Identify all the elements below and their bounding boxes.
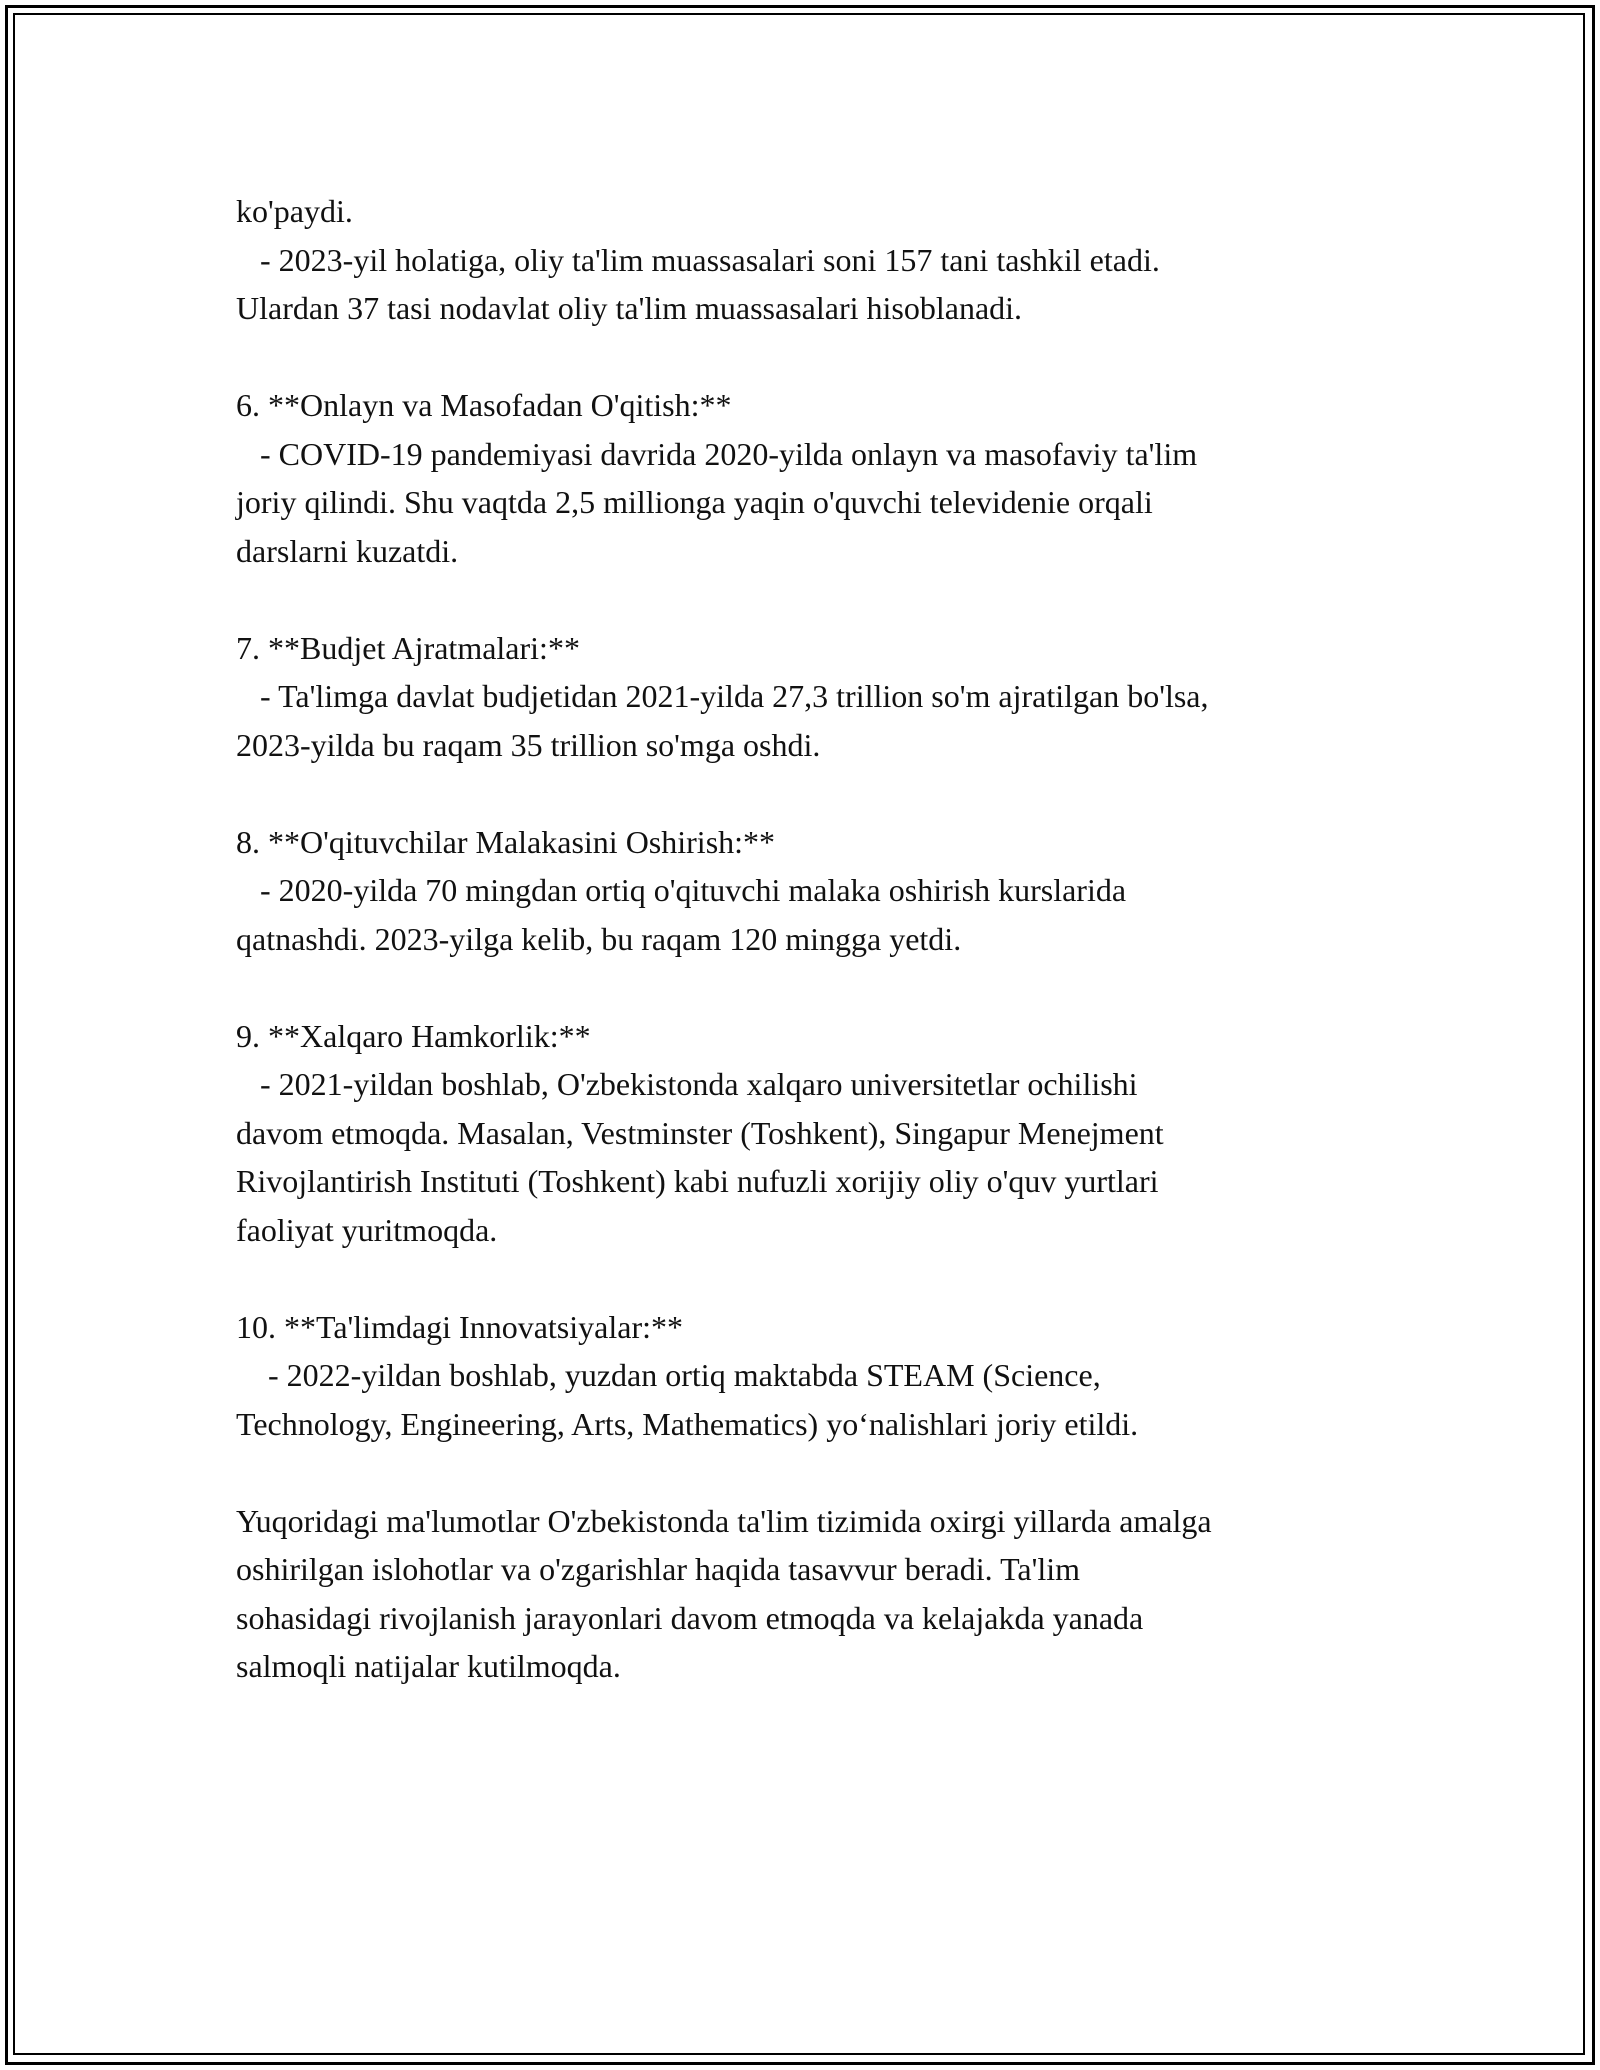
section-heading: 6. **Onlayn va Masofadan O'qitish:** bbox=[236, 387, 732, 423]
section-heading: 10. **Ta'limdagi Innovatsiyalar:** bbox=[236, 1308, 683, 1345]
paragraph-gap bbox=[236, 1254, 1396, 1303]
section-heading: 9. **Xalqaro Hamkorlik:** bbox=[236, 1017, 591, 1054]
text-line: 2023-yilda bu raqam 35 trillion so'mga oshdi. bbox=[236, 726, 821, 763]
text-line: salmoqli natijalar kutilmoqda. bbox=[236, 1648, 621, 1684]
text-line: davom etmoqda. Masalan, Vestminster (Toshkent), Singapur Menejment bbox=[236, 1114, 1164, 1151]
text-line: - 2021-yildan boshlab, O'zbekistonda xalqaro universitetlar ochilishi bbox=[236, 1066, 1138, 1102]
paragraph-gap bbox=[236, 575, 1396, 624]
text-line: joriy qilindi. Shu vaqtda 2,5 millionga yaqin o'quvchi televidenie orqali bbox=[236, 484, 1153, 520]
text-block-section-6 bbox=[236, 381, 1396, 575]
paragraph-gap bbox=[236, 963, 1396, 1012]
text-line: darslarni kuzatdi. bbox=[236, 532, 459, 569]
text-line: - 2020-yilda 70 mingdan ortiq o'qituvchi malaka oshirish kurslarida bbox=[236, 872, 1127, 908]
text-line: - COVID-19 pandemiyasi davrida 2020-yilda onlayn va masofaviy ta'lim bbox=[236, 435, 1198, 472]
text-block-section-8 bbox=[236, 818, 1396, 964]
text-line: oshirilgan islohotlar va o'zgarishlar haqida tasavvur beradi. Ta'lim bbox=[236, 1551, 1081, 1587]
text-line: ko'paydi. bbox=[236, 193, 353, 229]
paragraph-gap bbox=[236, 769, 1396, 818]
text-line: - 2023-yil holatiga, oliy ta'lim muassasalari soni 157 tani tashkil etadi. bbox=[236, 241, 1160, 278]
document-body bbox=[236, 187, 1396, 1691]
text-line: - Ta'limga davlat budjetidan 2021-yilda 27,3 trillion so'm ajratilgan bo'lsa, bbox=[236, 678, 1209, 714]
text-block-section-10 bbox=[236, 1303, 1396, 1449]
text-line: - 2022-yildan boshlab, yuzdan ortiq maktabda STEAM (Science, bbox=[236, 1357, 1101, 1393]
text-block-intro-tail bbox=[236, 187, 1396, 333]
text-line: Rivojlantirish Instituti (Toshkent) kabi nufuzli xorijiy oliy o'quv yurtlari bbox=[236, 1163, 1159, 1199]
text-line: Yuqoridagi ma'lumotlar O'zbekistonda ta'lim tizimida oxirgi yillarda amalga bbox=[236, 1502, 1212, 1539]
text-line: sohasidagi rivojlanish jarayonlari davom etmoqda va kelajakda yanada bbox=[236, 1599, 1144, 1636]
text-line: faoliyat yuritmoqda. bbox=[236, 1211, 498, 1248]
section-heading: 7. **Budjet Ajratmalari:** bbox=[236, 629, 580, 666]
paragraph-gap bbox=[236, 1448, 1396, 1497]
text-block-section-7 bbox=[236, 624, 1396, 770]
text-line: Ulardan 37 tasi nodavlat oliy ta'lim muassasalari hisoblanadi. bbox=[236, 290, 1023, 326]
text-block-section-9 bbox=[236, 1012, 1396, 1255]
text-line: qatnashdi. 2023-yilga kelib, bu raqam 120 mingga yetdi. bbox=[236, 920, 962, 957]
paragraph-gap bbox=[236, 333, 1396, 382]
text-block-conclusion bbox=[236, 1497, 1396, 1691]
text-line: Technology, Engineering, Arts, Mathematics) yo‘nalishlari joriy etildi. bbox=[236, 1405, 1139, 1442]
section-heading: 8. **O'qituvchilar Malakasini Oshirish:** bbox=[236, 823, 776, 860]
